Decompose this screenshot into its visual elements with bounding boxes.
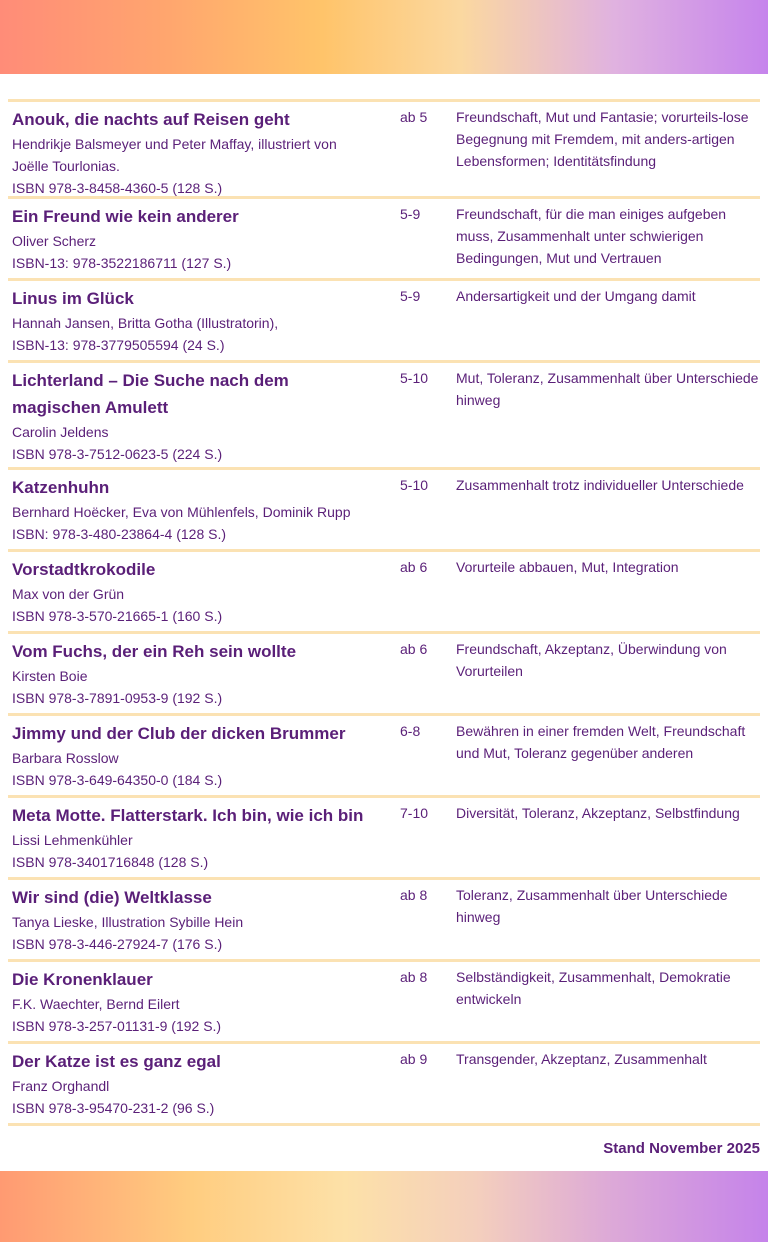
book-age: ab 6 (400, 641, 428, 657)
book-isbn: ISBN: 978-3-480-23864-4 (128 S.) (12, 526, 227, 542)
book-title: Lichterland – Die Suche nach dem (12, 371, 289, 390)
book-themes: Diversität, Toleranz, Akzeptanz, Selbstfindung (456, 805, 740, 821)
book-isbn: ISBN-13: 978-3522186711 (127 S.) (12, 255, 232, 271)
book-isbn: ISBN 978-3-7891-0953-9 (192 S.) (12, 690, 223, 706)
book-title: Jimmy und der Club der dicken Brummer (12, 724, 346, 743)
bottom-gradient-band (0, 1171, 768, 1242)
book-title-cont: magischen Amulett (12, 398, 169, 417)
book-authors: Hendrikje Balsmeyer und Peter Maffay, illustriert von (12, 136, 337, 152)
book-themes: Zusammenhalt trotz individueller Unterschiede (456, 477, 744, 493)
book-themes: Transgender, Akzeptanz, Zusammenhalt (456, 1051, 707, 1067)
book-row (8, 552, 760, 631)
book-title: Wir sind (die) Weltklasse (12, 888, 212, 907)
book-isbn: ISBN 978-3-570-21665-1 (160 S.) (12, 608, 223, 624)
book-themes: Freundschaft, Mut und Fantasie; vorurteils-lose Begegnung mit Fremdem, mit anders-artigen Lebensformen; Identitätsfindung (456, 109, 749, 169)
book-title: Meta Motte. Flatterstark. Ich bin, wie ich bin (12, 806, 364, 825)
book-authors: Max von der Grün (12, 586, 125, 602)
book-row (8, 634, 760, 713)
book-authors: F.K. Waechter, Bernd Eilert (12, 996, 180, 1012)
book-row (8, 281, 760, 360)
book-isbn: ISBN 978-3401716848 (128 S.) (12, 854, 209, 870)
book-title: Die Kronenklauer (12, 970, 153, 989)
book-themes: Freundschaft, für die man einiges aufgeben muss, Zusammenhalt unter schwierigen Bedingungen, Mut und Vertrauen (456, 206, 727, 266)
book-themes: Bewähren in einer fremden Welt, Freundschaft und Mut, Toleranz gegenüber anderen (456, 723, 746, 761)
book-themes: Mut, Toleranz, Zusammenhalt über Unterschiede hinweg (456, 370, 759, 408)
book-isbn: ISBN-13: 978-3779505594 (24 S.) (12, 337, 225, 353)
book-authors: Carolin Jeldens (12, 424, 109, 440)
book-row (8, 1044, 760, 1123)
book-isbn: ISBN 978-3-95470-231-2 (96 S.) (12, 1100, 215, 1116)
book-age: ab 8 (400, 969, 428, 985)
book-age: ab 6 (400, 559, 428, 575)
book-row (8, 962, 760, 1041)
book-themes: Andersartigkeit und der Umgang damit (456, 288, 696, 304)
book-authors-cont: Joëlle Tourlonias. (12, 158, 120, 174)
book-themes: Vorurteile abbauen, Mut, Integration (456, 559, 679, 575)
book-age: 6-8 (400, 723, 421, 739)
book-isbn: ISBN 978-3-257-01131-9 (192 S.) (12, 1018, 222, 1034)
book-list (8, 99, 760, 1126)
book-title: Katzenhuhn (12, 478, 110, 497)
book-authors: Tanya Lieske, Illustration Sybille Hein (12, 914, 244, 930)
book-authors: Kirsten Boie (12, 668, 88, 684)
book-row (8, 199, 760, 278)
book-authors: Franz Orghandl (12, 1078, 110, 1094)
book-age: 5-10 (400, 477, 429, 493)
book-themes: Toleranz, Zusammenhalt über Unterschiede hinweg (456, 887, 728, 925)
book-age: ab 9 (400, 1051, 428, 1067)
book-row (8, 880, 760, 959)
book-title: Vom Fuchs, der ein Reh sein wollte (12, 642, 297, 661)
book-themes: Freundschaft, Akzeptanz, Überwindung von Vorurteilen (456, 641, 727, 679)
top-gradient-band (0, 0, 768, 74)
book-title: Linus im Glück (12, 289, 134, 308)
book-authors: Bernhard Hoëcker, Eva von Mühlenfels, Dominik Rupp (12, 504, 351, 520)
book-authors: Hannah Jansen, Britta Gotha (Illustratorin), (12, 315, 279, 331)
book-title: Der Katze ist es ganz egal (12, 1052, 221, 1071)
book-isbn: ISBN 978-3-446-27924-7 (176 S.) (12, 936, 223, 952)
book-row (8, 798, 760, 877)
book-authors: Oliver Scherz (12, 233, 97, 249)
book-age: 5-10 (400, 370, 429, 386)
book-age: ab 5 (400, 109, 428, 125)
book-isbn: ISBN 978-3-7512-0623-5 (224 S.) (12, 446, 223, 462)
book-authors: Barbara Rosslow (12, 750, 119, 766)
stand-date: Stand November 2025 (603, 1140, 760, 1157)
book-themes: Selbständigkeit, Zusammenhalt, Demokratie entwickeln (456, 969, 731, 1007)
book-row (8, 470, 760, 549)
book-title: Vorstadtkrokodile (12, 560, 156, 579)
book-isbn: ISBN 978-3-649-64350-0 (184 S.) (12, 772, 223, 788)
book-title: Ein Freund wie kein anderer (12, 207, 239, 226)
book-row (8, 102, 760, 196)
book-age: 7-10 (400, 805, 429, 821)
book-row (8, 363, 760, 467)
divider (8, 1123, 760, 1126)
book-age: 5-9 (400, 206, 421, 222)
book-row (8, 716, 760, 795)
book-isbn: ISBN 978-3-8458-4360-5 (128 S.) (12, 180, 223, 196)
book-title: Anouk, die nachts auf Reisen geht (12, 110, 290, 129)
book-age: 5-9 (400, 288, 421, 304)
book-age: ab 8 (400, 887, 428, 903)
book-authors: Lissi Lehmenkühler (12, 832, 133, 848)
